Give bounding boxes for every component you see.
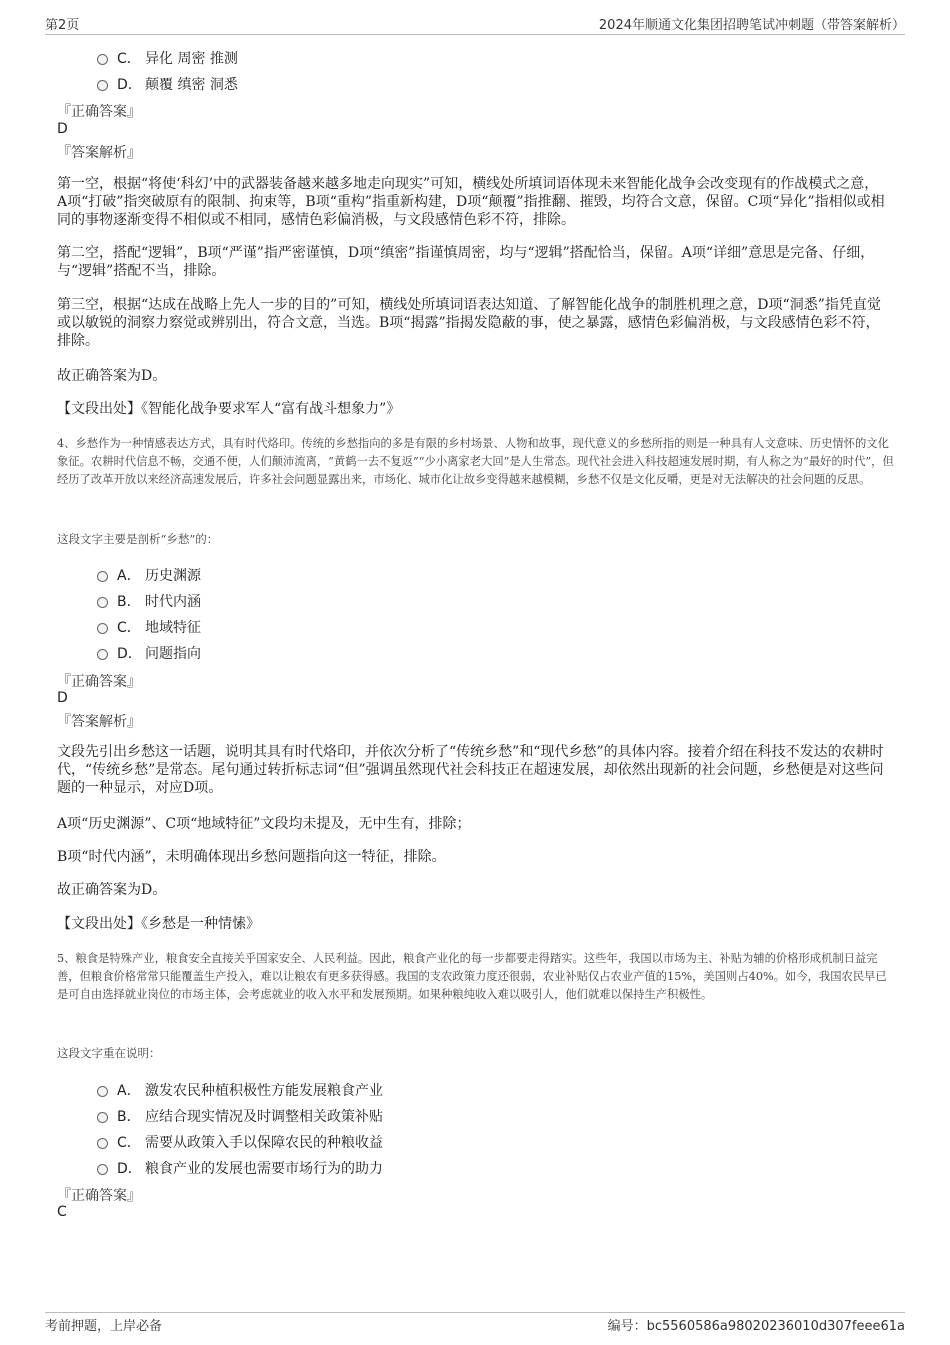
page-number: 第2页 bbox=[45, 18, 80, 33]
analysis-paragraph: A项“历史渊源”、C项“地域特征”文段均未提及，无中生有，排除； bbox=[57, 816, 471, 832]
analysis-label: 『答案解析』 bbox=[57, 145, 141, 161]
option-c[interactable]: C． 需要从政策入手以保障农民的种粮收益 bbox=[97, 1132, 383, 1152]
radio-icon[interactable] bbox=[97, 1138, 108, 1149]
analysis-paragraph: B项“时代内涵”，未明确体现出乡愁问题指向这一特征，排除。 bbox=[57, 849, 446, 865]
analysis-label: 『答案解析』 bbox=[57, 714, 141, 730]
option-a[interactable]: A． 激发农民种植积极性方能发展粮食产业 bbox=[97, 1080, 383, 1100]
option-b[interactable]: B． 时代内涵 bbox=[97, 591, 201, 611]
source-line: 【文段出处】《智能化战争要求军人“富有战斗想象力”》 bbox=[57, 401, 401, 417]
source-line: 【文段出处】《乡愁是一种情愫》 bbox=[57, 916, 260, 932]
radio-icon[interactable] bbox=[97, 571, 108, 582]
analysis-paragraph: 文段先引出乡愁这一话题，说明其具有时代烙印，并依次分析了“传统乡愁”和“现代乡愁”的具体内容。接着介绍在科技不发达的农耕时代，“传统乡愁”是常态。尾句通过转折标志词“但”强调虽然现代社会科技正在超速发展，却依然出现新的社会问题，乡愁便是对这些问题的一种显示，对应D项。 bbox=[57, 744, 884, 796]
question-text: 4、乡愁作为一种情感表达方式，具有时代烙印。传统的乡愁指向的多是有限的乡村场景、人物和故事，现代意义的乡愁所指的则是一种具有人文意味、历史情怀的文化象征。农耕时代信息不畅，交通不便，人们颠沛流离，“黄鹤一去不复返”“少小离家老大回”是人生常态。现代社会进入科技超速发展时期，有人称之为“最好的时代”，但经历了改革开放以来经济高速发展后，许多社会问题显露出来，市场化、城市化让故乡变得越来越模糊，乡愁不仅是文化反嚼，更是对无法解决的社会问题的反思。 bbox=[57, 437, 894, 486]
radio-icon[interactable] bbox=[97, 1112, 108, 1123]
question-prompt: 这段文字主要是剖析“乡愁”的： bbox=[57, 532, 219, 546]
option-c[interactable]: C． 地域特征 bbox=[97, 617, 201, 637]
analysis-paragraph: 故正确答案为D。 bbox=[57, 882, 167, 898]
radio-icon[interactable] bbox=[97, 623, 108, 634]
radio-icon[interactable] bbox=[97, 54, 108, 65]
option-d[interactable]: D． 粮食产业的发展也需要市场行为的助力 bbox=[97, 1158, 383, 1178]
document-title: 2024年顺通文化集团招聘笔试冲刺题（带答案解析） bbox=[598, 18, 905, 33]
document-id: 编号：bc5560586a98020236010d307feee61a bbox=[607, 1319, 905, 1334]
radio-icon[interactable] bbox=[97, 1086, 108, 1097]
answer-value: D bbox=[57, 690, 68, 706]
analysis-paragraph: 故正确答案为D。 bbox=[57, 368, 167, 384]
question-prompt: 这段文字重在说明： bbox=[57, 1046, 161, 1060]
analysis-paragraph: 第一空，根据“将使‘科幻’中的武器装备越来越多地走向现实”可知，横线处所填词语体现未来智能化战争会改变现有的作战模式之意，A项“打破”指突破原有的限制、拘束等，B项“重构”指重新构建，D项“颠覆”指推翻、摧毁，均符合文意，保留。C项“异化”指相似或相同的事物逐渐变得不相似或不相同，感情色彩偏消极，与文段感情色彩不符，排除。 bbox=[57, 176, 885, 228]
answer-label: 『正确答案』 bbox=[57, 104, 141, 120]
page-header bbox=[45, 12, 905, 35]
answer-label: 『正确答案』 bbox=[57, 674, 141, 690]
radio-icon[interactable] bbox=[97, 80, 108, 91]
option-d[interactable]: D． 颠覆 缜密 洞悉 bbox=[97, 74, 238, 94]
answer-label: 『正确答案』 bbox=[57, 1188, 141, 1204]
option-d[interactable]: D． 问题指向 bbox=[97, 643, 201, 663]
analysis-paragraph: 第二空，搭配“逻辑”，B项“严谨”指严密谨慎，D项“缜密”指谨慎周密，均与“逻辑”搭配恰当，保留。A项“详细”意思是完备、仔细，与“逻辑”搭配不当，排除。 bbox=[57, 245, 875, 279]
answer-value: D bbox=[57, 121, 68, 137]
page-footer bbox=[45, 1312, 905, 1334]
footer-slogan: 考前押题，上岸必备 bbox=[45, 1319, 163, 1334]
radio-icon[interactable] bbox=[97, 1164, 108, 1175]
option-a[interactable]: A． 历史渊源 bbox=[97, 565, 201, 585]
radio-icon[interactable] bbox=[97, 649, 108, 660]
answer-value: C bbox=[57, 1204, 67, 1220]
option-b[interactable]: B． 应结合现实情况及时调整相关政策补贴 bbox=[97, 1106, 383, 1126]
analysis-paragraph: 第三空，根据“达成在战略上先人一步的目的”可知，横线处所填词语表达知道、了解智能化战争的制胜机理之意，D项“洞悉”指凭直觉或以敏锐的洞察力察觉或辨别出，符合文意，当选。B项“揭露”指揭发隐蔽的事，使之暴露，感情色彩偏消极，与文段感情色彩不符，排除。 bbox=[57, 297, 881, 349]
option-c[interactable]: C． 异化 周密 推测 bbox=[97, 48, 238, 68]
radio-icon[interactable] bbox=[97, 597, 108, 608]
question-text: 5、粮食是特殊产业，粮食安全直接关乎国家安全、人民利益。因此，粮食产业化的每一步都要走得踏实。这些年，我国以市场为主、补贴为辅的价格形成机制日益完善，但粮食价格常常只能覆盖生产投入，难以让粮农有更多获得感。我国的支农政策力度还很弱，农业补贴仅占农业产值的15%，美国则占40%。如今，我国农民早已是可自由选择就业岗位的市场主体，会考虑就业的收入水平和发展预期。如果种粮纯收入难以吸引人，他们就难以保持生产积极性。 bbox=[57, 952, 887, 1001]
